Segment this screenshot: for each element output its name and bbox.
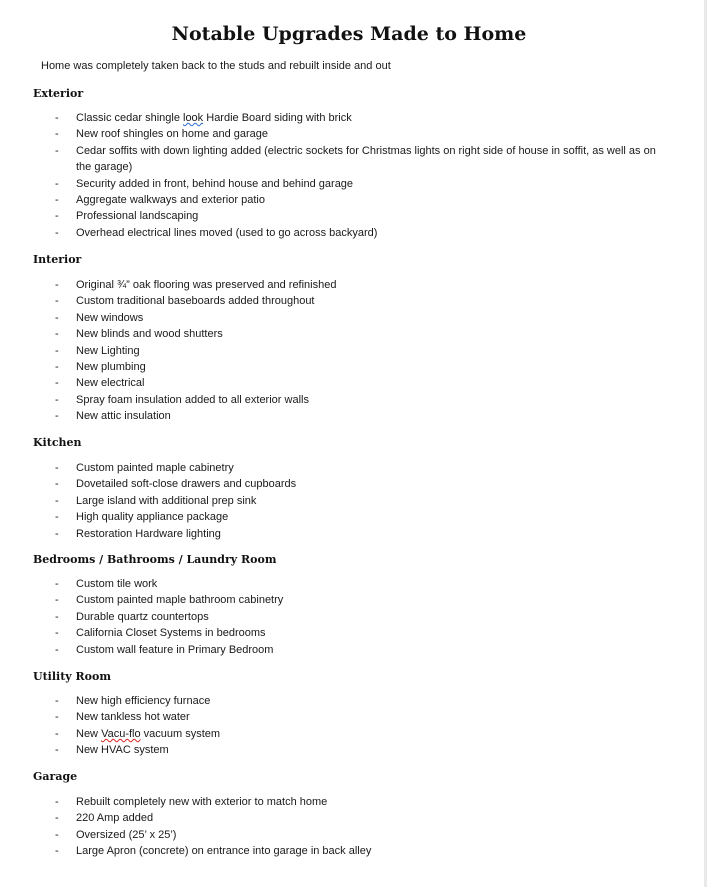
spellcheck-mark: look bbox=[183, 112, 204, 124]
list-item-text: New electrical bbox=[76, 377, 145, 390]
list-item bbox=[0, 208, 698, 224]
dash-bullet: - bbox=[55, 527, 59, 540]
list-item-text: Cedar soffits with down lighting added (electric sockets for Christmas lights on right side of house in soffit, as well as on the garage) bbox=[76, 144, 656, 174]
dash-bullet: - bbox=[55, 210, 59, 223]
exterior-list bbox=[0, 110, 698, 241]
list-item bbox=[0, 392, 698, 408]
list-item bbox=[0, 476, 698, 492]
list-item bbox=[0, 460, 698, 476]
dash-bullet: - bbox=[55, 361, 59, 374]
utility-room-list bbox=[0, 693, 698, 759]
section-heading-utility-room: Utility Room bbox=[33, 670, 111, 683]
section-heading-interior: Interior bbox=[33, 253, 82, 266]
list-item bbox=[0, 143, 698, 176]
list-item bbox=[0, 827, 698, 843]
dash-bullet: - bbox=[55, 494, 59, 507]
list-item-text: New blinds and wood shutters bbox=[76, 328, 223, 341]
dash-bullet: - bbox=[55, 226, 59, 239]
interior-list bbox=[0, 277, 698, 425]
dash-bullet: - bbox=[55, 594, 59, 607]
spellcheck-mark: Vacu-flo bbox=[101, 727, 141, 740]
list-item bbox=[0, 110, 698, 126]
list-item-text: Overhead electrical lines moved (used to go across backyard) bbox=[76, 226, 378, 239]
dash-bullet: - bbox=[55, 144, 59, 157]
list-item bbox=[0, 642, 698, 658]
list-item bbox=[0, 493, 698, 509]
intro-text: Home was completely taken back to the studs and rebuilt inside and out bbox=[41, 60, 391, 72]
dash-bullet: - bbox=[55, 711, 59, 724]
list-item bbox=[0, 293, 698, 309]
dash-bullet: - bbox=[55, 311, 59, 324]
list-item bbox=[0, 742, 698, 758]
list-item-text: California Closet Systems in bedrooms bbox=[76, 627, 266, 640]
list-item-text: Oversized (25’ x 25’) bbox=[76, 828, 177, 841]
dash-bullet: - bbox=[55, 410, 59, 423]
section-heading-bedrooms-bathrooms-laundry: Bedrooms / Bathrooms / Laundry Room bbox=[33, 553, 277, 566]
list-item bbox=[0, 843, 698, 859]
dash-bullet: - bbox=[55, 627, 59, 640]
list-item-text: Professional landscaping bbox=[76, 210, 199, 223]
list-item-text: New Lighting bbox=[76, 344, 140, 357]
list-item-text: Dovetailed soft-close drawers and cupboards bbox=[76, 478, 297, 491]
list-item-text: Custom tile work bbox=[76, 578, 158, 590]
dash-bullet: - bbox=[55, 695, 59, 707]
dash-bullet: - bbox=[55, 462, 59, 474]
dash-bullet: - bbox=[55, 610, 59, 623]
dash-bullet: - bbox=[55, 643, 59, 656]
dash-bullet: - bbox=[55, 194, 59, 207]
dash-bullet: - bbox=[55, 845, 59, 858]
document-title: Notable Upgrades Made to Home bbox=[171, 23, 527, 45]
list-item bbox=[0, 126, 698, 142]
list-item bbox=[0, 709, 698, 725]
dash-bullet: - bbox=[55, 478, 59, 491]
list-item bbox=[0, 375, 698, 391]
list-item-text: Restoration Hardware lighting bbox=[76, 527, 221, 540]
list-item-text: Custom painted maple cabinetry bbox=[76, 462, 234, 474]
list-item bbox=[0, 509, 698, 525]
list-item-text: Classic cedar shingle look Hardie Board siding with brick bbox=[76, 112, 352, 124]
list-item bbox=[0, 310, 698, 326]
list-item-text: Custom wall feature in Primary Bedroom bbox=[76, 643, 274, 656]
list-item-text: New tankless hot water bbox=[76, 711, 190, 724]
list-item-text: New plumbing bbox=[76, 361, 146, 374]
list-item bbox=[0, 277, 698, 293]
dash-bullet: - bbox=[55, 744, 59, 757]
list-item-text: New roof shingles on home and garage bbox=[76, 128, 269, 141]
kitchen-list bbox=[0, 460, 698, 542]
dash-bullet: - bbox=[55, 377, 59, 390]
dash-bullet: - bbox=[55, 344, 59, 357]
list-item bbox=[0, 794, 698, 810]
list-item-text: Large Apron (concrete) on entrance into garage in back alley bbox=[76, 845, 372, 858]
list-item bbox=[0, 726, 698, 742]
list-item-text: Custom traditional baseboards added throughout bbox=[76, 295, 315, 308]
list-item-text: Spray foam insulation added to all exterior walls bbox=[76, 393, 309, 406]
list-item bbox=[0, 326, 698, 342]
bedrooms-list bbox=[0, 576, 698, 658]
list-item bbox=[0, 359, 698, 375]
list-item-text: 220 Amp added bbox=[76, 812, 154, 825]
dash-bullet: - bbox=[55, 295, 59, 308]
list-item bbox=[0, 526, 698, 542]
list-item-text: New Vacu-flo vacuum system bbox=[76, 727, 221, 740]
list-item-text: Large island with additional prep sink bbox=[76, 494, 257, 507]
list-item bbox=[0, 576, 698, 592]
dash-bullet: - bbox=[55, 112, 59, 124]
dash-bullet: - bbox=[55, 812, 59, 825]
list-item-text: New high efficiency furnace bbox=[76, 695, 211, 707]
dash-bullet: - bbox=[55, 128, 59, 141]
dash-bullet: - bbox=[55, 796, 59, 808]
list-item-text: New windows bbox=[76, 311, 144, 324]
list-item-text: High quality appliance package bbox=[76, 511, 229, 524]
list-item bbox=[0, 225, 698, 241]
list-item bbox=[0, 592, 698, 608]
dash-bullet: - bbox=[55, 328, 59, 341]
list-item-text: Durable quartz countertops bbox=[76, 610, 209, 623]
list-item bbox=[0, 408, 698, 424]
garage-list bbox=[0, 794, 698, 860]
dash-bullet: - bbox=[55, 511, 59, 524]
dash-bullet: - bbox=[55, 177, 59, 190]
section-heading-exterior: Exterior bbox=[33, 87, 84, 100]
dash-bullet: - bbox=[55, 828, 59, 841]
list-item bbox=[0, 625, 698, 641]
list-item-text: Original ¾” oak flooring was preserved and refinished bbox=[76, 279, 337, 291]
dash-bullet: - bbox=[55, 393, 59, 406]
list-item-text: Custom painted maple bathroom cabinetry bbox=[76, 594, 284, 607]
list-item-text: Security added in front, behind house and behind garage bbox=[76, 177, 354, 190]
list-item bbox=[0, 343, 698, 359]
list-item bbox=[0, 810, 698, 826]
section-heading-garage: Garage bbox=[33, 770, 78, 783]
dash-bullet: - bbox=[55, 727, 59, 740]
dash-bullet: - bbox=[55, 578, 59, 590]
list-item-text: New attic insulation bbox=[76, 410, 171, 423]
list-item bbox=[0, 192, 698, 208]
dash-bullet: - bbox=[55, 279, 59, 291]
list-item bbox=[0, 176, 698, 192]
section-heading-kitchen: Kitchen bbox=[33, 436, 82, 449]
list-item-text: Rebuilt completely new with exterior to match home bbox=[76, 796, 328, 808]
list-item bbox=[0, 609, 698, 625]
list-item-text: Aggregate walkways and exterior patio bbox=[76, 194, 265, 207]
list-item bbox=[0, 693, 698, 709]
list-item-text: New HVAC system bbox=[76, 744, 169, 757]
